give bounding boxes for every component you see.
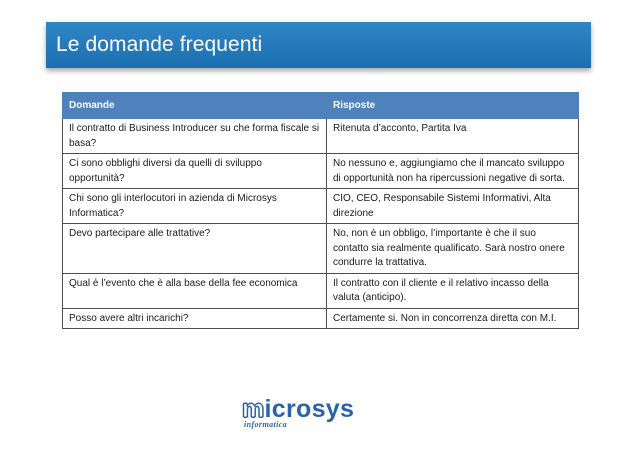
question-cell: Il contratto di Business Introducer su che forma fiscale si basa? [63,119,327,154]
logo-subtitle: informatica [244,420,288,429]
logo-rest: icrosys [264,395,355,423]
question-cell: Posso avere altri incarichi? [63,308,327,329]
title-banner [46,22,591,68]
answer-cell: Ritenuta d’acconto, Partita Iva [327,119,579,154]
answer-cell: Il contratto con il cliente e il relativo incasso della valuta (anticipo). [327,273,579,308]
question-cell: Chi sono gli interlocutori in azienda di Microsys Informatica? [63,189,327,224]
page-title: Le domande frequenti [56,33,263,56]
answer-cell: Certamente si. Non in concorrenza diretta con M.I. [327,308,579,329]
answer-cell: CIO, CEO, Responsabile Sistemi Informativi, Alta direzione [327,189,579,224]
logo-initial: m [242,395,265,423]
microsys-logo [242,396,372,432]
table-row [63,119,579,154]
table-row [63,273,579,308]
answer-cell: No, non è un obbligo, l’importante è che il suo contatto sia realmente qualificato. Sarà nostro onere condurre la trattativa. [327,224,579,274]
question-cell: Qual è l’evento che è alla base della fee economica [63,273,327,308]
column-header-answers: Risposte [327,93,579,119]
faq-table [62,92,579,329]
question-cell: Ci sono obblighi diversi da quelli di sviluppo opportunità? [63,154,327,189]
table-row [63,308,579,329]
table-row [63,154,579,189]
logo-wordmark [242,396,354,422]
table-row [63,189,579,224]
table-row [63,224,579,274]
question-cell: Devo partecipare alle trattative? [63,224,327,274]
table-header-row [63,93,579,119]
answer-cell: No nessuno e, aggiungiamo che il mancato sviluppo di opportunità non ha ripercussioni negative di sorta. [327,154,579,189]
column-header-questions: Domande [63,93,327,119]
